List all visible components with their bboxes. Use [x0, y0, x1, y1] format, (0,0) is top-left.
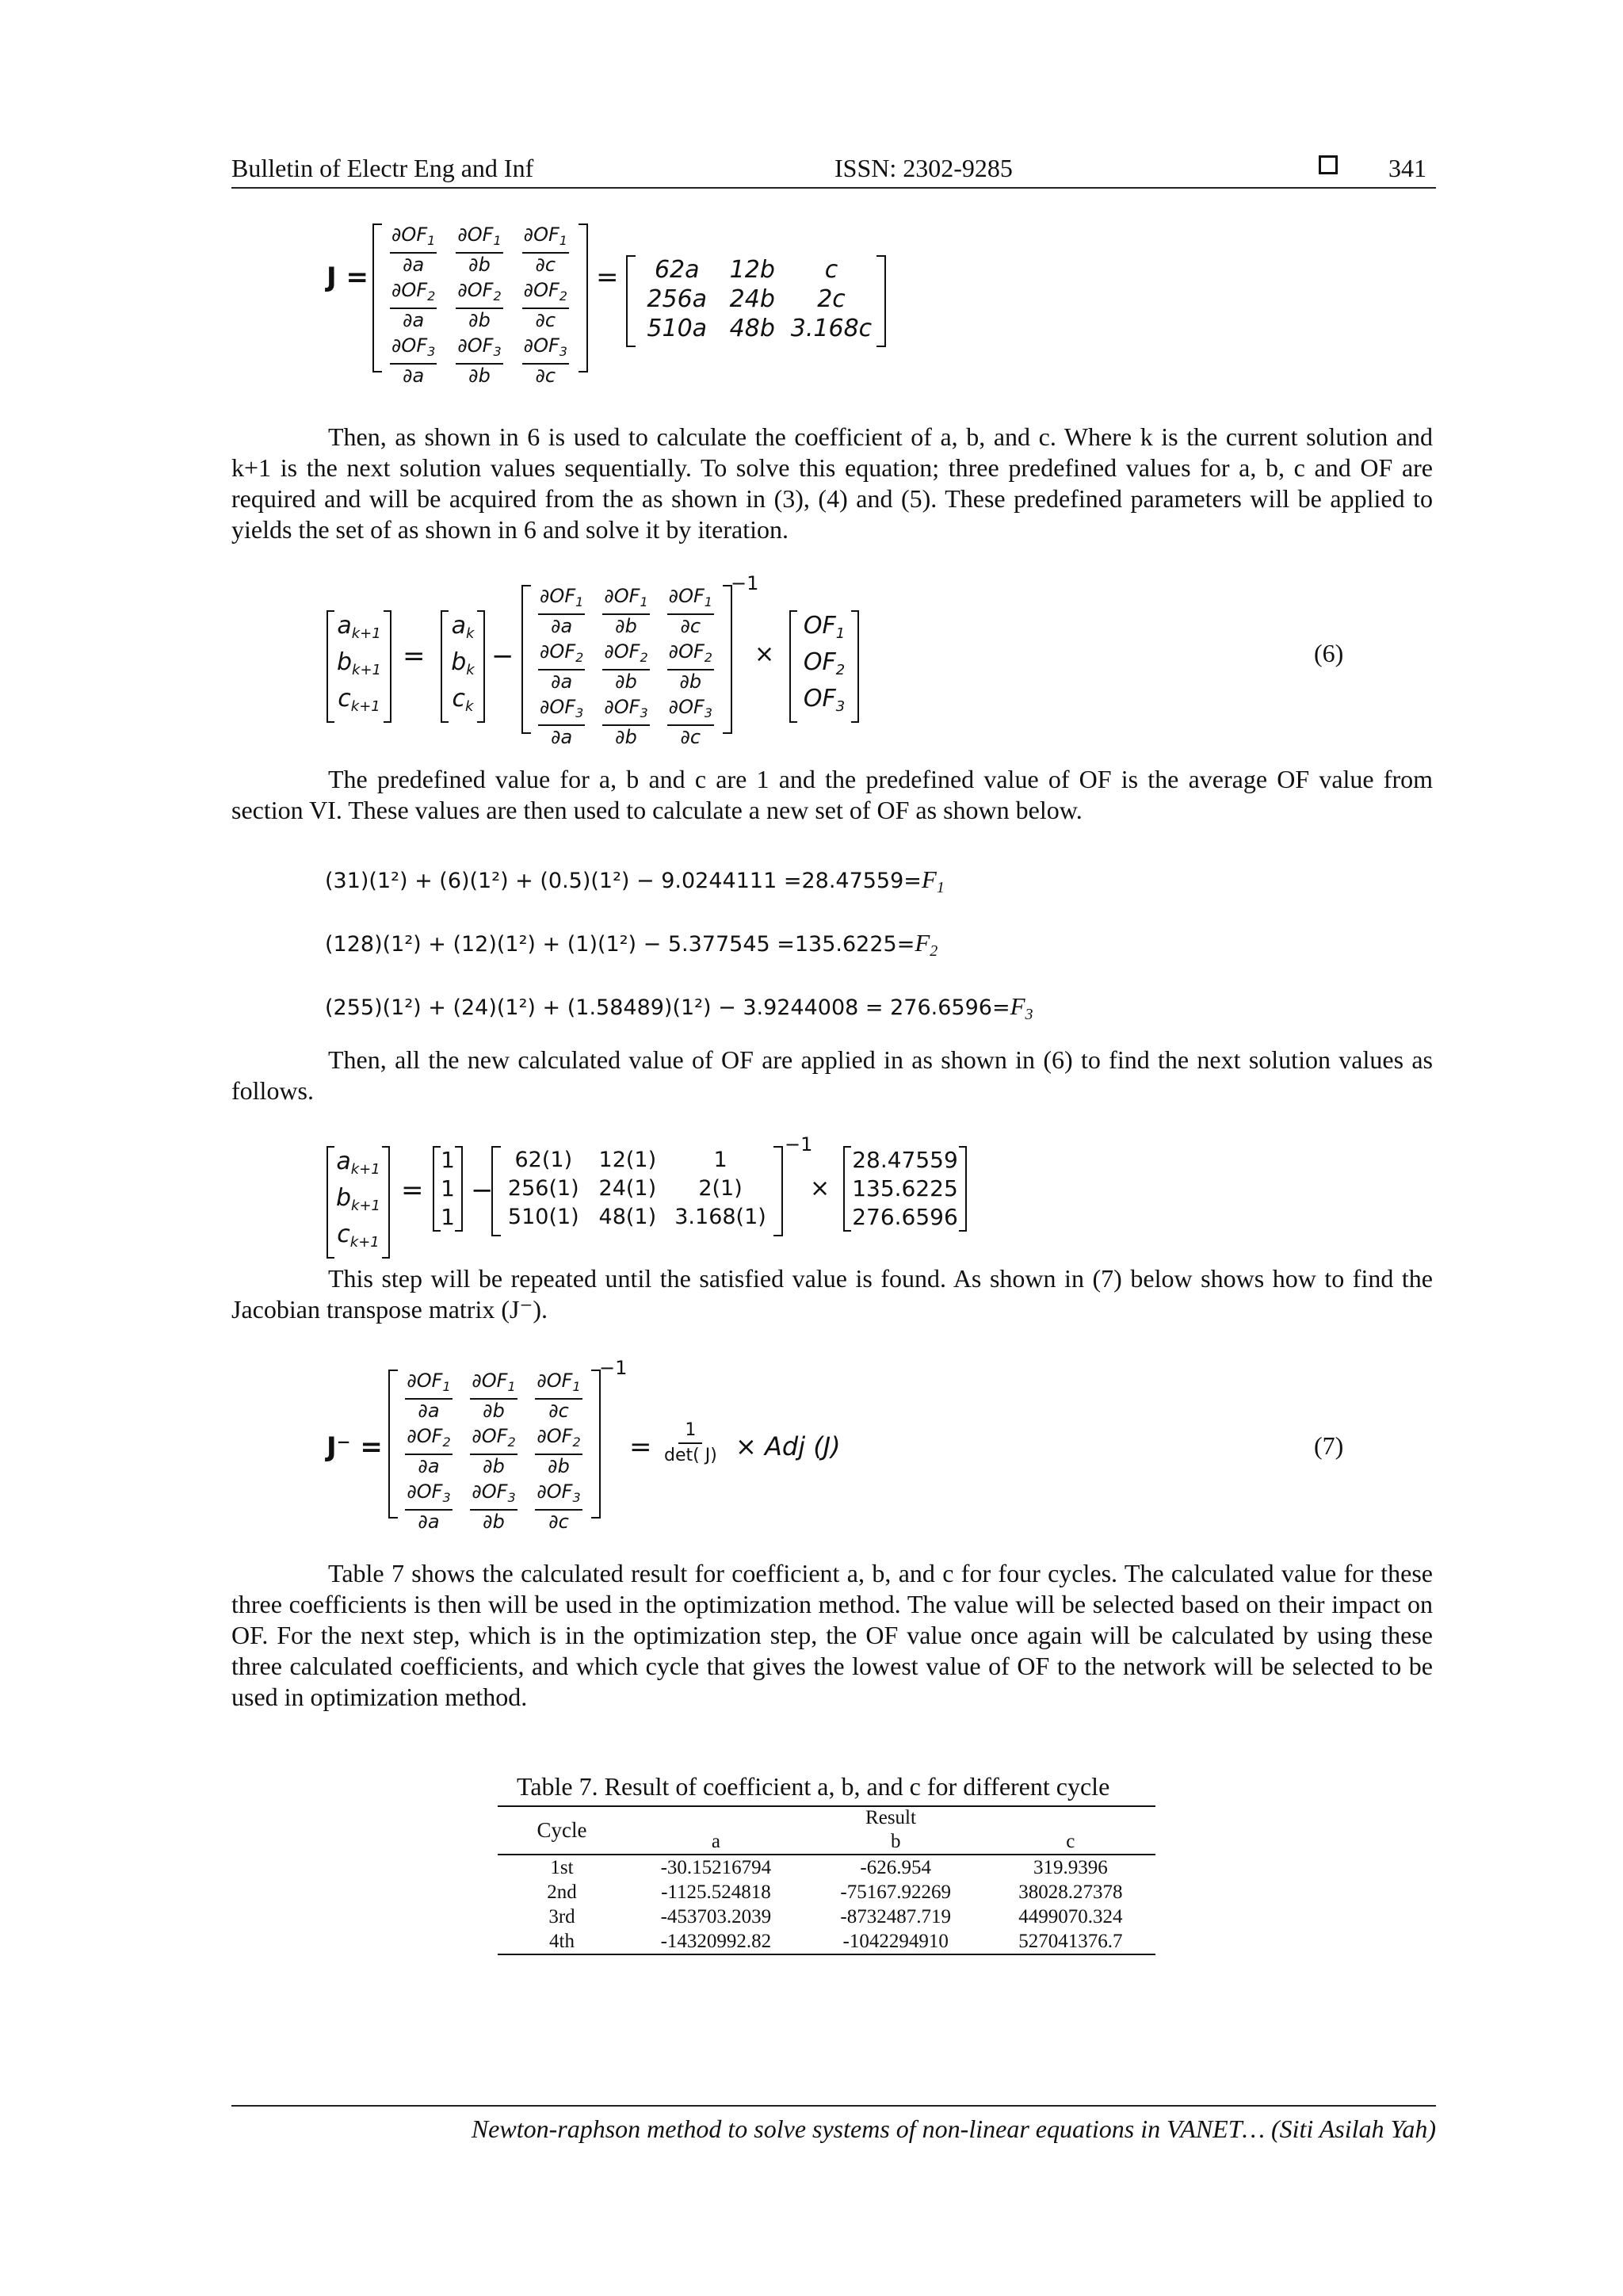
- matrix-cell: [380, 334, 446, 387]
- partial-derivative: [456, 279, 502, 331]
- partial-numerator: $\partial OF_3$: [390, 334, 437, 365]
- matrix-cell: [396, 1480, 461, 1533]
- subscript: 2: [704, 650, 712, 665]
- partial-numerator: $\partial OF_3$: [470, 1480, 517, 1511]
- vector-entry: $b_{k+1}$: [336, 1184, 381, 1214]
- partial-derivative: [535, 1480, 582, 1533]
- vector-entries: [843, 1146, 967, 1232]
- matrix-cell: 12b: [729, 256, 775, 284]
- vector-entry: 28.47559: [852, 1147, 958, 1173]
- calc-expression: (255)(1²) + (24)(1²) + (1.58489)(1²) − 3.9244008 = 276.6596=: [325, 995, 1010, 1020]
- col-result-header: Result: [865, 1807, 916, 1828]
- vector-entries: [327, 610, 391, 723]
- paragraph-4: [231, 1263, 1433, 1325]
- equals-sign: =: [596, 262, 619, 293]
- partial-denominator: ∂a: [418, 1455, 440, 1477]
- partial-numerator: $\partial OF_2$: [522, 279, 569, 309]
- paragraph-3-text: Then, all the new calculated value of OF are applied in as shown in (6) to find the next solution values as follows.: [231, 1045, 1433, 1105]
- matrix-cell: [594, 696, 658, 748]
- result-cell: -8732487.719: [840, 1906, 951, 1927]
- partial-derivative: [535, 1425, 582, 1477]
- partial-numerator: $\partial OF_1$: [667, 585, 714, 615]
- partial-numerator: $\partial OF_2$: [390, 279, 437, 309]
- square-bullet-icon: [1319, 155, 1338, 174]
- vector-entry: $OF_1$: [803, 612, 846, 642]
- bracket-left: [327, 610, 334, 723]
- matrix-cell: 2(1): [698, 1176, 743, 1201]
- paragraph-2-text: The predefined value for a, b and c are 1 and the predefined value of OF is the average OF value from section VI. These values are then used to calculate a new set of OF as shown below.: [231, 765, 1433, 824]
- calc-result: F2: [915, 929, 938, 960]
- running-head-journal: Bulletin of Electr Eng and Inf: [231, 154, 534, 182]
- bracket-right: [959, 1146, 967, 1232]
- partial-denominator: ∂a: [418, 1511, 440, 1533]
- subscript: 2: [572, 1435, 581, 1450]
- cycle-cell: 2nd: [547, 1881, 577, 1903]
- bracket-left: [843, 1146, 851, 1232]
- partial-numerator: $\partial OF_2$: [535, 1425, 582, 1455]
- partial-numerator: $\partial OF_1$: [535, 1370, 582, 1400]
- partial-derivative: [535, 1370, 582, 1422]
- partial-numerator: $\partial OF_2$: [667, 640, 714, 670]
- partial-derivative: [390, 223, 437, 276]
- bracket-left: [441, 610, 449, 723]
- subscript: 2: [835, 662, 846, 678]
- iteration-matrix: [499, 1146, 773, 1232]
- partial-denominator: ∂b: [615, 670, 637, 693]
- matrix-cell: [396, 1425, 461, 1477]
- matrix-cell: [380, 223, 446, 276]
- partial-numerator: $\partial OF_2$: [456, 279, 502, 309]
- matrix-cell: [594, 640, 658, 693]
- partial-derivative: [522, 334, 569, 387]
- partial-numerator: $\partial OF_1$: [405, 1370, 452, 1400]
- vector-entries: [327, 1146, 390, 1259]
- inverse-exponent: −1: [599, 1357, 628, 1379]
- matrix-cell: [513, 334, 579, 387]
- subscript: 1: [493, 233, 502, 248]
- of-calculation-line: [325, 991, 1033, 1030]
- matrix-cell: [446, 223, 512, 276]
- matrix-cell: [526, 1480, 591, 1533]
- matrix-cell: [526, 1370, 591, 1422]
- vector-entry: $a_k$: [451, 612, 475, 642]
- matrix-cell: 62a: [654, 256, 700, 284]
- inverse-exponent: −1: [785, 1133, 813, 1156]
- bracket-right: [384, 610, 391, 723]
- subscript: 2: [559, 288, 567, 304]
- bracket-right: [723, 585, 732, 734]
- sub-header: b: [890, 1831, 901, 1852]
- subscript: 3: [835, 698, 846, 715]
- matrix-cell: 256a: [647, 285, 708, 313]
- eq7-fraction: [664, 1419, 717, 1468]
- partial-numerator: $\partial OF_1$: [456, 223, 502, 254]
- partial-derivative: [522, 279, 569, 331]
- vector-entry: $b_k$: [451, 648, 475, 678]
- partial-denominator: ∂b: [468, 309, 491, 331]
- partial-denominator: ∂b: [548, 1455, 570, 1477]
- partial-numerator: $\partial OF_3$: [522, 334, 569, 365]
- subscript: 3: [493, 344, 502, 359]
- result-cell: -453703.2039: [660, 1906, 772, 1927]
- vector-entry: $b_{k+1}$: [336, 648, 381, 678]
- partial-denominator: ∂c: [548, 1511, 569, 1533]
- subscript: 3: [704, 705, 712, 720]
- partial-denominator: ∂c: [680, 615, 701, 637]
- subscript: 3: [575, 705, 584, 720]
- matrix-cell: 2c: [817, 285, 846, 313]
- result-cell: 527041376.7: [1018, 1931, 1123, 1952]
- table-row: [498, 1904, 1155, 1929]
- eq6-current-vector: [441, 610, 485, 723]
- partial-derivative: [538, 585, 585, 637]
- subscript: k+1: [350, 698, 380, 715]
- partial-numerator: $\partial OF_2$: [470, 1425, 517, 1455]
- partial-denominator: ∂c: [548, 1400, 569, 1422]
- minus-sign: −: [491, 640, 514, 672]
- partial-derivative: [602, 585, 649, 637]
- vector-entry: $c_k$: [452, 685, 474, 715]
- col-cycle-header: Cycle: [537, 1818, 587, 1842]
- matrix-cell: [513, 223, 579, 276]
- partial-derivative: [538, 640, 585, 693]
- matrix-cell: 12(1): [598, 1148, 657, 1172]
- subscript: k+1: [352, 662, 381, 678]
- footer-rule: [231, 2105, 1436, 2107]
- partial-derivative: [390, 279, 437, 331]
- subscript: k: [465, 698, 474, 715]
- paragraph-4-text: This step will be repeated until the satisfied value is found. As shown in (7) below shows how to find the Jacobian transpose matrix (J⁻).: [231, 1264, 1433, 1324]
- minus-sign: −: [471, 1175, 494, 1206]
- matrix-cell: 24(1): [598, 1176, 657, 1201]
- iteration-ones-vector: [433, 1146, 463, 1232]
- partial-denominator: ∂a: [551, 670, 573, 693]
- equals-sign: =: [629, 1431, 652, 1463]
- matrix-cell: 48b: [729, 315, 775, 342]
- subscript: 2: [427, 288, 436, 304]
- partial-derivative: [602, 696, 649, 748]
- bracket-right: [773, 1146, 783, 1236]
- vector-entry: $OF_3$: [803, 685, 846, 715]
- eq7-jacobian-matrix: [396, 1370, 591, 1533]
- subscript: 1: [835, 625, 846, 642]
- partial-denominator: ∂c: [535, 254, 556, 276]
- calc-result: F3: [1010, 992, 1033, 1023]
- subscript: 2: [930, 942, 938, 960]
- inverse-exponent: −1: [731, 572, 759, 594]
- matrix-cell: [461, 1425, 526, 1477]
- subscript: 1: [936, 879, 945, 896]
- partial-derivative: [538, 696, 585, 748]
- matrix-cell: [446, 279, 512, 331]
- subscript: k+1: [351, 625, 381, 642]
- partial-denominator: ∂b: [483, 1400, 505, 1422]
- bracket-right: [382, 1146, 390, 1259]
- subscript: 2: [442, 1435, 451, 1450]
- vector-entry: 1: [441, 1175, 455, 1201]
- subscript: 1: [640, 594, 648, 609]
- vector-entry: $c_{k+1}$: [338, 685, 380, 715]
- partial-denominator: ∂a: [551, 726, 573, 748]
- subscript: k+1: [350, 1161, 380, 1178]
- partial-denominator: ∂a: [403, 309, 425, 331]
- subscript: 3: [442, 1490, 451, 1505]
- partial-derivative: [470, 1480, 517, 1533]
- vector-entry: 276.6596: [852, 1204, 958, 1230]
- result-cell: -75167.92269: [840, 1881, 951, 1903]
- matrix-cell: [659, 585, 723, 637]
- subscript: 1: [575, 594, 584, 609]
- subscript: 3: [427, 344, 436, 359]
- bracket-right: [876, 255, 886, 347]
- of-calculation-line: [325, 927, 938, 967]
- partial-numerator: $\partial OF_1$: [538, 585, 585, 615]
- subscript: 1: [427, 233, 436, 248]
- subscript: k+1: [349, 1234, 380, 1251]
- partial-numerator: $\partial OF_1$: [602, 585, 649, 615]
- jacobian-values-matrix: [636, 255, 876, 343]
- vector-entry: $a_{k+1}$: [337, 612, 381, 642]
- table-row: [498, 1929, 1155, 1954]
- partial-derivative: [667, 585, 714, 637]
- subscript: 2: [507, 1435, 516, 1450]
- cycle-cell: 1st: [550, 1857, 574, 1878]
- matrix-cell: 24b: [729, 285, 775, 313]
- bracket-left: [327, 1146, 334, 1259]
- result-cell: 319.9396: [1033, 1857, 1108, 1878]
- matrix-cell: 510a: [647, 315, 708, 342]
- bracket-right: [455, 1146, 463, 1232]
- subscript: 1: [704, 594, 712, 609]
- bracket-left: [789, 610, 797, 723]
- partial-derivative: [470, 1370, 517, 1422]
- subscript: k+1: [351, 1198, 381, 1214]
- subscript: 1: [572, 1379, 581, 1394]
- partial-derivative: [405, 1480, 452, 1533]
- subscript: 3: [1025, 1006, 1033, 1023]
- partial-denominator: ∂c: [535, 309, 556, 331]
- matrix-cell: [396, 1370, 461, 1422]
- subscript: 3: [507, 1490, 516, 1505]
- vector-entry: $OF_2$: [803, 648, 846, 678]
- partial-derivative: [602, 640, 649, 693]
- vector-entry: 1: [441, 1147, 455, 1173]
- partial-denominator: ∂b: [483, 1455, 505, 1477]
- partial-derivative: [405, 1425, 452, 1477]
- matrix-cell: 48(1): [598, 1205, 657, 1229]
- running-foot: Newton-raphson method to solve systems of non-linear equations in VANET… (Siti Asilah Yah): [471, 2115, 1436, 2143]
- of-calculation-line: [325, 864, 945, 904]
- bracket-right: [851, 610, 859, 723]
- results-table: [498, 1805, 1155, 1955]
- subscript: 3: [559, 344, 567, 359]
- matrix-cell: 3.168(1): [674, 1205, 766, 1229]
- matrix-cell: [659, 696, 723, 748]
- subscript: k: [466, 662, 475, 678]
- subscript: 1: [442, 1379, 451, 1394]
- subscript: 2: [493, 288, 502, 304]
- paragraph-1-text: Then, as shown in 6 is used to calculate the coefficient of a, b, and c. Where k is the current solution and k+1 is the next solution values sequentially. To solve this equation; three predefined values for a, b, c and OF are required and will be acquired from the as shown in (3), (4) and (5). These predefined parameters will be applied to yields the set of as shown in 6 and solve it by iteration.: [231, 422, 1433, 544]
- bracket-left: [433, 1146, 441, 1232]
- eq7-adjugate: × Adj (J): [735, 1431, 841, 1461]
- matrix-cell: 1: [713, 1148, 727, 1172]
- matrix-cell: [446, 334, 512, 387]
- matrix-cell: [529, 640, 594, 693]
- eq7-fraction-num: 1: [678, 1419, 702, 1444]
- partial-numerator: $\partial OF_2$: [405, 1425, 452, 1455]
- partial-derivative: [522, 223, 569, 276]
- partial-denominator: ∂c: [535, 365, 556, 387]
- calc-expression: (128)(1²) + (12)(1²) + (1)(1²) − 5.377545 =135.6225=: [325, 932, 915, 957]
- subscript: 3: [640, 705, 648, 720]
- vector-entries: [789, 610, 859, 723]
- cycle-cell: 3rd: [548, 1906, 575, 1927]
- vector-entry: 135.6225: [852, 1175, 958, 1201]
- result-cell: 4499070.324: [1018, 1906, 1123, 1927]
- eq7-lhs: J⁻ =: [327, 1431, 383, 1463]
- partial-denominator: ∂a: [418, 1400, 440, 1422]
- equation-number-6: (6): [1314, 639, 1344, 667]
- calc-expression: (31)(1²) + (6)(1²) + (0.5)(1²) − 9.0244111 =28.47559=: [325, 869, 922, 893]
- matrix-cell: 256(1): [507, 1176, 579, 1201]
- partial-denominator: ∂c: [680, 726, 701, 748]
- paragraph-5: [231, 1558, 1433, 1713]
- bracket-left: [626, 255, 636, 347]
- header-rule: [231, 187, 1436, 189]
- result-cell: -14320992.82: [660, 1931, 772, 1952]
- partial-numerator: $\partial OF_3$: [602, 696, 649, 726]
- cycle-cell: 4th: [549, 1931, 575, 1952]
- eq6-of-vector: [789, 610, 859, 723]
- matrix-cell: [461, 1370, 526, 1422]
- subscript: k: [465, 625, 475, 642]
- matrix-cell: 510(1): [507, 1205, 579, 1229]
- bracket-right: [591, 1370, 601, 1519]
- subscript: 3: [572, 1490, 581, 1505]
- partial-numerator: $\partial OF_2$: [602, 640, 649, 670]
- partial-denominator: ∂b: [468, 365, 491, 387]
- vector-entry: 1: [441, 1204, 455, 1230]
- bracket-right: [579, 223, 588, 372]
- partial-numerator: $\partial OF_3$: [456, 334, 502, 365]
- partial-numerator: $\partial OF_3$: [538, 696, 585, 726]
- partial-denominator: ∂a: [403, 254, 425, 276]
- matrix-cell: [526, 1425, 591, 1477]
- result-cell: 38028.27378: [1018, 1881, 1123, 1903]
- subscript: 2: [640, 650, 648, 665]
- partial-derivative: [667, 696, 714, 748]
- calc-result: F1: [921, 865, 945, 896]
- partial-numerator: $\partial OF_2$: [538, 640, 585, 670]
- matrix-cell: 3.168c: [790, 315, 873, 342]
- jacobian-partials-matrix: [380, 223, 579, 387]
- partial-derivative: [390, 334, 437, 387]
- partial-denominator: ∂a: [403, 365, 425, 387]
- subscript: 1: [507, 1379, 516, 1394]
- bracket-right: [477, 610, 485, 723]
- equals-sign: =: [403, 640, 426, 672]
- matrix-cell: [594, 585, 658, 637]
- matrix-cell: [529, 585, 594, 637]
- matrix-cell: c: [824, 256, 838, 284]
- matrix-cell: [659, 640, 723, 693]
- page-number: 341: [1388, 154, 1426, 182]
- vector-entry: $a_{k+1}$: [336, 1148, 380, 1178]
- jacobian-lhs: J =: [327, 262, 369, 293]
- partial-denominator: ∂a: [551, 615, 573, 637]
- partial-denominator: ∂b: [615, 615, 637, 637]
- partial-denominator: ∂b: [468, 254, 491, 276]
- partial-numerator: $\partial OF_1$: [390, 223, 437, 254]
- partial-denominator: ∂b: [615, 726, 637, 748]
- table-caption: Table 7. Result of coefficient a, b, and c for different cycle: [517, 1772, 1110, 1801]
- vector-entry: $c_{k+1}$: [337, 1221, 380, 1251]
- eq6-jacobian-matrix: [529, 585, 723, 748]
- equation-number-7: (7): [1314, 1431, 1344, 1460]
- partial-derivative: [456, 334, 502, 387]
- iteration-of-vector: [843, 1146, 967, 1232]
- times-sign: ×: [810, 1175, 831, 1202]
- eq7-fraction-den: det( J): [664, 1446, 717, 1465]
- sub-header: a: [711, 1831, 720, 1852]
- table-row: [498, 1880, 1155, 1904]
- paragraph-5-text: Table 7 shows the calculated result for coefficient a, b, and c for four cycles. The calculated value for these three coefficients is then will be used in the optimization method. The value will be selected based on their impact on OF. For the next step, which is in the optimization step, the OF value once again will be calculated by using these three calculated coefficients, and which cycle that gives the lowest value of OF to the network will be selected to be used in optimization method.: [231, 1559, 1433, 1711]
- iteration-next-vector: [327, 1146, 390, 1259]
- matrix-cell: [380, 279, 446, 331]
- equals-sign: =: [401, 1175, 424, 1206]
- partial-derivative: [405, 1370, 452, 1422]
- paragraph-3: [231, 1045, 1433, 1106]
- result-cell: -30.15216794: [660, 1857, 772, 1878]
- sub-header: c: [1066, 1831, 1075, 1852]
- partial-derivative: [667, 640, 714, 693]
- times-sign: ×: [754, 640, 775, 668]
- partial-derivative: [470, 1425, 517, 1477]
- paragraph-2: [231, 764, 1433, 826]
- partial-denominator: ∂b: [679, 670, 702, 693]
- matrix-cell: [529, 696, 594, 748]
- matrix-cell: 62(1): [514, 1148, 573, 1172]
- subscript: 1: [559, 233, 567, 248]
- result-cell: -626.954: [860, 1857, 931, 1878]
- partial-numerator: $\partial OF_1$: [470, 1370, 517, 1400]
- table-row: [498, 1855, 1155, 1880]
- result-cell: -1042294910: [842, 1931, 949, 1952]
- partial-numerator: $\partial OF_1$: [522, 223, 569, 254]
- matrix-cell: [461, 1480, 526, 1533]
- partial-numerator: $\partial OF_3$: [405, 1480, 452, 1511]
- eq6-next-vector: [327, 610, 391, 723]
- partial-numerator: $\partial OF_3$: [667, 696, 714, 726]
- partial-numerator: $\partial OF_3$: [535, 1480, 582, 1511]
- subscript: 2: [575, 650, 584, 665]
- partial-denominator: ∂b: [483, 1511, 505, 1533]
- partial-derivative: [456, 223, 502, 276]
- matrix-cell: [513, 279, 579, 331]
- paragraph-1: [231, 422, 1433, 545]
- running-head-issn: ISSN: 2302-9285: [834, 154, 1013, 182]
- result-cell: -1125.524818: [661, 1881, 771, 1903]
